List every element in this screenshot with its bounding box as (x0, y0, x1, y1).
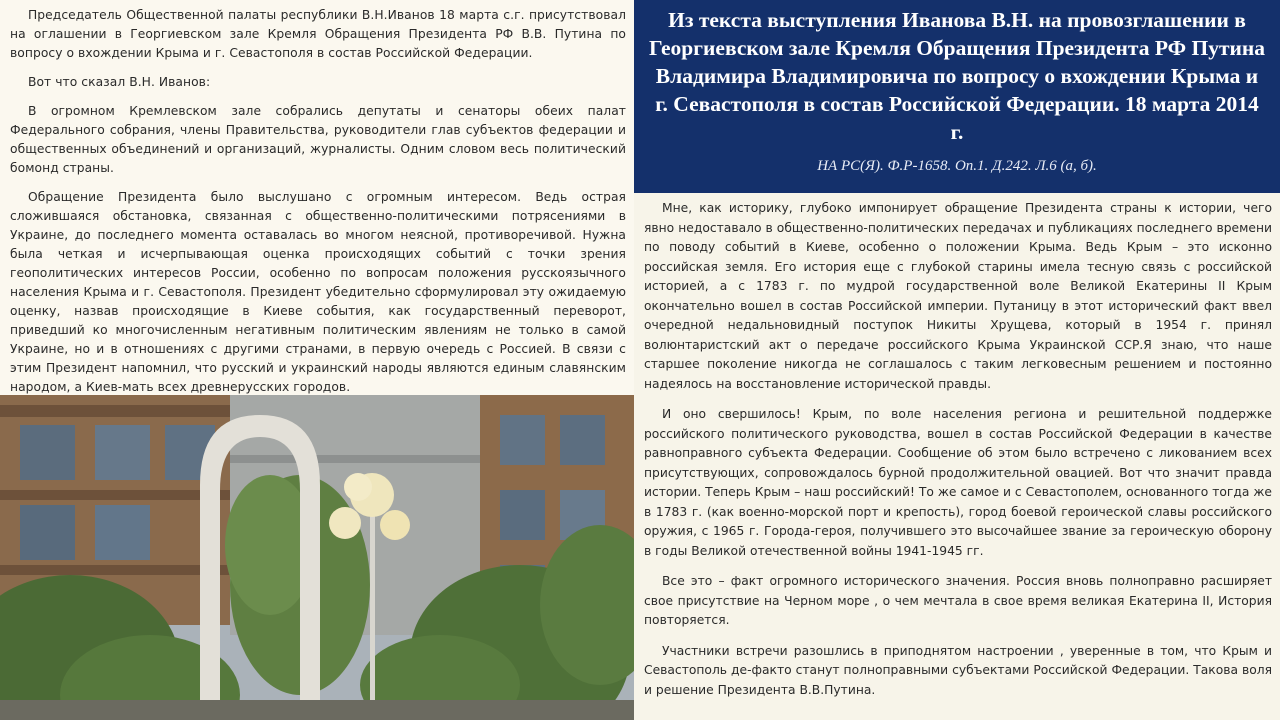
right-document (634, 193, 1280, 720)
photo-illustration (0, 395, 634, 720)
left-paragraph-4: Обращение Президента было выслушано с огромным интересом. Ведь острая сложившаяся обстановка, связанная с общественно-политическими потрясениями в Украине, до последнего момента оставалась во многом неясной, противоречивой. Нужна была четкая и исчерпывающая оценка происходящих событий с точки зрения геополитических интересов России, особенно по вопросам положения русскоязычного населения Крыма и г. Севастополя. Президент убедительно сформулировал эту ожидаемую оценку, назвав происходящие в Киеве события, как государственный переворот, приведший ко многочисленным негативным политическим явлениям не только в самой Украине, но и в отношениях с другими странами, в первую очередь с Россией. В связи с этим Президент напомнил, что русский и украинский народы являются единым славянским народом, а Киев-мать всех древнерусских городов. (10, 190, 626, 394)
left-paragraph-2: Вот что сказал В.Н. Иванов: (28, 75, 211, 89)
left-paragraph-1: Председатель Общественной палаты республики В.Н.Иванов 18 марта с.г. присутствовал на оглашении в Георгиевском зале Кремля Обращения Президента РФ В.В. Путина по вопросу о вхождении Крыма и г. Севастополя в состав Российской Федерации. (10, 8, 626, 60)
building-photo (0, 395, 634, 720)
title-banner (634, 0, 1280, 193)
right-paragraph-1: Мне, как историку, глубоко импонирует обращение Президента страны к истории, чего явно недоставало в общественно-политических передачах и публикациях последнего времени по поводу событий в Киеве, особенно о положении Крыма. Ведь Крым – это исконно российская земля. Его история еще с глубокой старины имела тесную связь с российской историей, а с 1783 г. по мудрой государственной воле Великой Екатерины II Крым окончательно вошел в состав Российской империи. Путаницу в этот исторический факт ввел очередной недальновидный поступок Никиты Хрущева, который в 1954 г. принял волюнтаристский акт о передаче российского Крыма Украинской ССР.Я знаю, что наше старшее поколение никогда не соглашалось с таким легковесным решением и постоянно надеялось на восстановление исторической правды. (644, 201, 1272, 391)
left-paragraph-3: В огромном Кремлевском зале собрались депутаты и сенаторы обеих палат Федерального собрания, члены Правительства, руководители глав субъектов федерации и общественных объединений и организаций, журналисты. Одним словом весь политический бомонд страны. (10, 104, 626, 175)
archive-reference: НА РС(Я). Ф.Р-1658. Оп.1. Д.242. Л.6 (а, б). (817, 158, 1097, 174)
right-paragraph-3: Все это – факт огромного исторического значения. Россия вновь полноправно расширяет свое присутствие на Черном море , о чем мечтала в свое время великая Екатерина II, История повторяется. (644, 574, 1272, 627)
right-paragraph-4: Участники встречи разошлись в приподнятом настроении , уверенные в том, что Крым и Севастополь де-факто станут полноправными субъектами Российской Федерации. Такова воля и решение Президента В.В.Путина. (644, 643, 1272, 697)
slide-title: Из текста выступления Иванова В.Н. на провозглашении в Георгиевском зале Кремля Обращения Президента РФ Путина Владимира Владимировича по вопросу о вхождении Крыма и г. Севастополя в состав Российской Федерации. 18 марта 2014 г. (648, 8, 1266, 144)
right-paragraph-2: И оно свершилось! Крым, по воле населения региона и решительной поддержке российского политического руководства, вошел в состав Российской Федерации в качестве равноправного субъекта Федерации. Сообщение об этом было встречено с ликованием всех присутствующих, сопровождалось бурной продолжительной овацией. Вот что значит правда истории. Теперь Крым – наш российский! То же самое и с Севастополем, основанного тогда же в 1783 г. (как военно-морской порт и крепость), город боевой героической славы российского оружия, с 1965 г. Города-героя, получившего это высочайшее звание за героическую оборону в годы Великой отечественной войны 1941-1945 гг. (644, 407, 1272, 558)
left-document (0, 0, 634, 395)
